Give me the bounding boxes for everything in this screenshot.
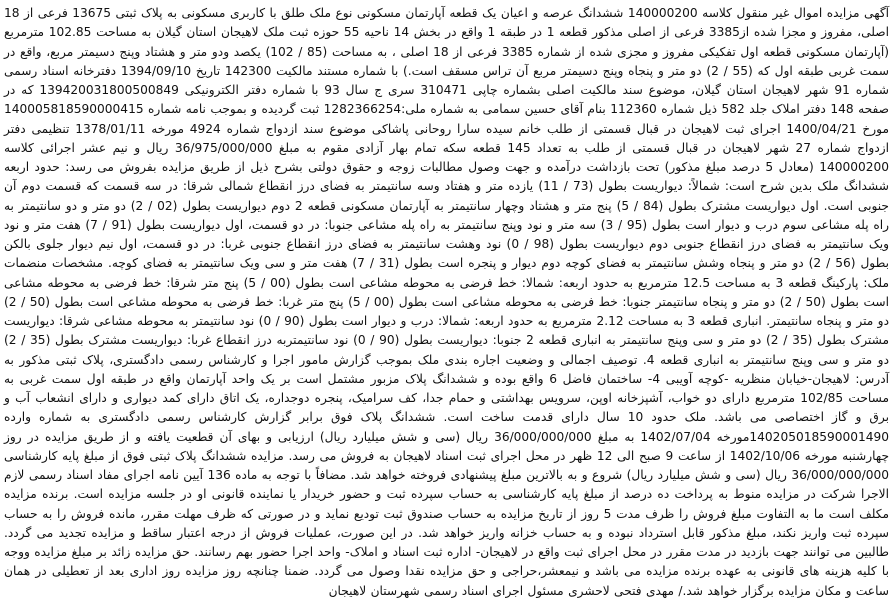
auction-notice-body: آگهی مزایده اموال غیر منقول کلاسه 140000200 ششدانگ عرصه و اعیان یک قطعه آپارتمان مسکونی نوع ملک طلق با کاربری مسکونی به پلاک ثبتی 13675 فرعی از 18 اصلی، مفروز و مجزا شده از3385 فرعی از اصلی مذکور قطعه 1 در طبقه 1 واقع در بخش 14 ناحیه 55 حوزه ثبت ملک لاهیجان استان گیلان به مساحت 102.85 مترمربع (آپارتمان مسکونی قطعه اول تفکیکی مفروز و مجزی شده از شماره 3385 فرعی از 18 اصلی ، به مساحت (85 / 102) یکصد ودو متر و هشتاد وپنج دسیمتر مربع، واقع در سمت غربی طبقه اول که (55 / 2) دو متر و پنجاه وپنج دسیمتر مربع آن تراس مسقف است.) با شماره مستند مالکیت 142300 تاریخ 1394/09/10 دفترخانه اسناد رسمی شماره 91 شهر لاهیجان استان گیلان، موضوع سند مالکیت اصلی بشماره چاپی 310471 سری ج سال 93 با شماره دفتر الکترونیکی 139420031800500849 که در صفحه 148 دفتر املاک جلد 582 ذیل شماره 112360 بنام آقای حسین سمامی به شماره ملی:1282366254 ثبت گردیده و بموجب نامه شماره 140005818590000415 مورخ 1400/04/21 اجرای ثبت لاهیجان در قبال قسمتی از طلب خانم سیده سارا روحانی پاشاکی موضوع سند ازدواج شماره 4924 مورخه 1378/01/11 تنظیمی دفتر ازدواج شماره 27 شهر لاهیجان در قبال قسمتی از طلب به تعداد 145 قطعه سکه تمام بهار آزادی مقوم به مبلغ 36/975/000/000 ریال و نیم عشر اجرائی کلاسه 140000200 (معادل 5 درصد مبلغ مذکور) تحت بازداشت درآمده و جهت وصول مطالبات زوجه و حقوق دولتی بشرح ذیل از طریق مزایده بفروش می رسد: حدود اربعه ششدانگ ملک بدین شرح است: شمالاً: دیواریست بطول (73 / 11) یازده متر و هفتاد وسه سانتیمتر به فضای درز انقطاع شمالی شرقا: در سه قسمت که قسمت دوم آن جنوبی است. اول دیواریست مشترک بطول (84 / 5) پنج متر و هشتاد وچهار سانتیمتر به آپارتمان مسکونی قطعه 2 دوم دیواریست بطول (02 / 2) دو متر و دو سانتیمتر به راه پله مشاعی سوم درب و دیوار است بطول (95 / 3) سه متر و نود وپنج سانتیمتر به راه پله مشاعی جنوبا: در دو قسمت، اول دیواریست بطول (91 / 7) هفت متر و نود ویک سانتیمتر به فضای درز انقطاع جنوبی دوم دیواریست بطول (98 / 0) نود وهشت سانتیمتر به فضای درز انقطاع جنوبی غربا: در دو قسمت، اول نیم دیوار جلوی بالکن بطول (56 / 2) دو متر و پنجاه وشش سانتیمتر به فضای کوچه دوم دیوار و پنجره است بطول (31 / 7) هفت متر و سی ویک سانتیمتر به فضای کوچه. مشخصات منضمات ملک: پارکینگ قطعه 3 به مساحت 12.5 مترمربع به حدود اربعه: شمالا: خط فرضی به محوطه مشاعی است بطول (00 / 5) پنج متر شرقا: خط فرضی به محوطه مشاعی است بطول (50 / 2) دو متر و پنجاه سانتیمتر جنوبا: خط فرضی به محوطه مشاعی است بطول (00 / 5) پنج متر غربا: خط فرضی به محوطه مشاعی است بطول (50 / 2) دو متر و پنجاه سانتیمتر. انباری قطعه 3 به مساحت 2.12 مترمربع به حدود اربعه: شمالا: درب و دیوار است بطول (90 / 0) نود سانتیمتر به محوطه مشاعی شرقا: دیواریست مشترک بطول (35 / 2) دو متر و سی وپنج سانتیمتر به انباری قطعه 2 جنوبا: دیواریست بطول (90 / 0) نود سانتیمتربه درز انقطاع غربا: دیواریست مشترک بطول (35 / 2) دو متر و سی وپنج سانتیمتر به انباری قطعه 4. توصیف اجمالی و وضعیت اجاره بندی ملک بموجب گزارش مامور اجرا و کارشناس رسمی دادگستری، پلاک ثبتی مذکور به آدرس: لاهیجان-خیابان منظریه -کوچه آویبی 4- ساختمان فاضل 6 واقع بوده و ششدانگ پلاک مزبور مشتمل است بر یک واحد آپارتمان واقع در طبقه اول سمت غربی به مساحت 102/85 مترمربع دارای دو خواب، آشپزخانه اوپن، سرویس بهداشتی و حمام جدا، کف سرامیک، پنجره دوجداره، یک اتاق دارای کمد دیواری و دارای انشعاب آب و برق و گاز اختصاصی می باشد. ملک حدود 10 سال دارای قدمت ساخت است. ششدانگ پلاک فوق برابر گزارش کارشناس رسمی دادگستری به شماره وارده 140205018590001490مورخه 1402/07/04 به مبلغ 36/000/000/000 ریال (سی و شش میلیارد ریال) ارزیابی و بهای آن قطعیت یافته و از طریق مزایده در روز چهارشنبه مورخه 1402/10/06 از ساعت 9 صبح الی 12 ظهر در محل اجرای ثبت اسناد لاهیجان به فروش می رسد. مزایده ششدانگ پلاک ثبتی فوق از مبلغ پایه کارشناسی 36/000/000/000 ریال (سی و شش میلیارد ریال) شروع و به بالاترین مبلغ پیشنهادی فروخته خواهد شد. مضافاً با توجه به ماده 136 آیین نامه اجرای مفاد اسناد رسمی لازم الاجرا شرکت در مزایده منوط به پرداخت ده درصد از مبلغ پایه کارشناسی به حساب سپرده ثبت و حضور خریدار یا نماینده قانونی او در جلسه مزایده است. برنده مزایده مکلف است ما به التفاوت مبلغ فروش را ظرف مدت 5 روز از تاریخ مزایده به حساب صندوق ثبت تودیع نماید و در صورتی که ظرف مهلت مقرر، مانده فروش را به حساب سپرده ثبت واریز نکند، مبلغ مذکور قابل استرداد نبوده و به حساب خزانه واریز خواهد شد. در این صورت، عملیات فروش از درجه اعتبار ساقط و مزایده تجدید می گردد. طالبین می توانند جهت بازدید در مدت مقرر در محل اجرای ثبت واقع در لاهیجان- اداره ثبت اسناد و املاک- واحد اجرا حضور بهم رسانند. حق مزایده زائد بر مبلغ مزایده ووجه با کلیه هزینه های قانونی به عهده برنده مزایده می باشد و نیمعشر،حراجی و حق مزایده نقدا وصول می گردد. ضمنا چنانچه روز مزایده روز اداری بعد از تعطیلی در همان ساعت و مکان مزایده برگزار خواهد شد./ مهدی فتحی لاحشری مسئول اجرای اسناد رسمی شهرستان لاهیجان — [4, 6, 890, 598]
